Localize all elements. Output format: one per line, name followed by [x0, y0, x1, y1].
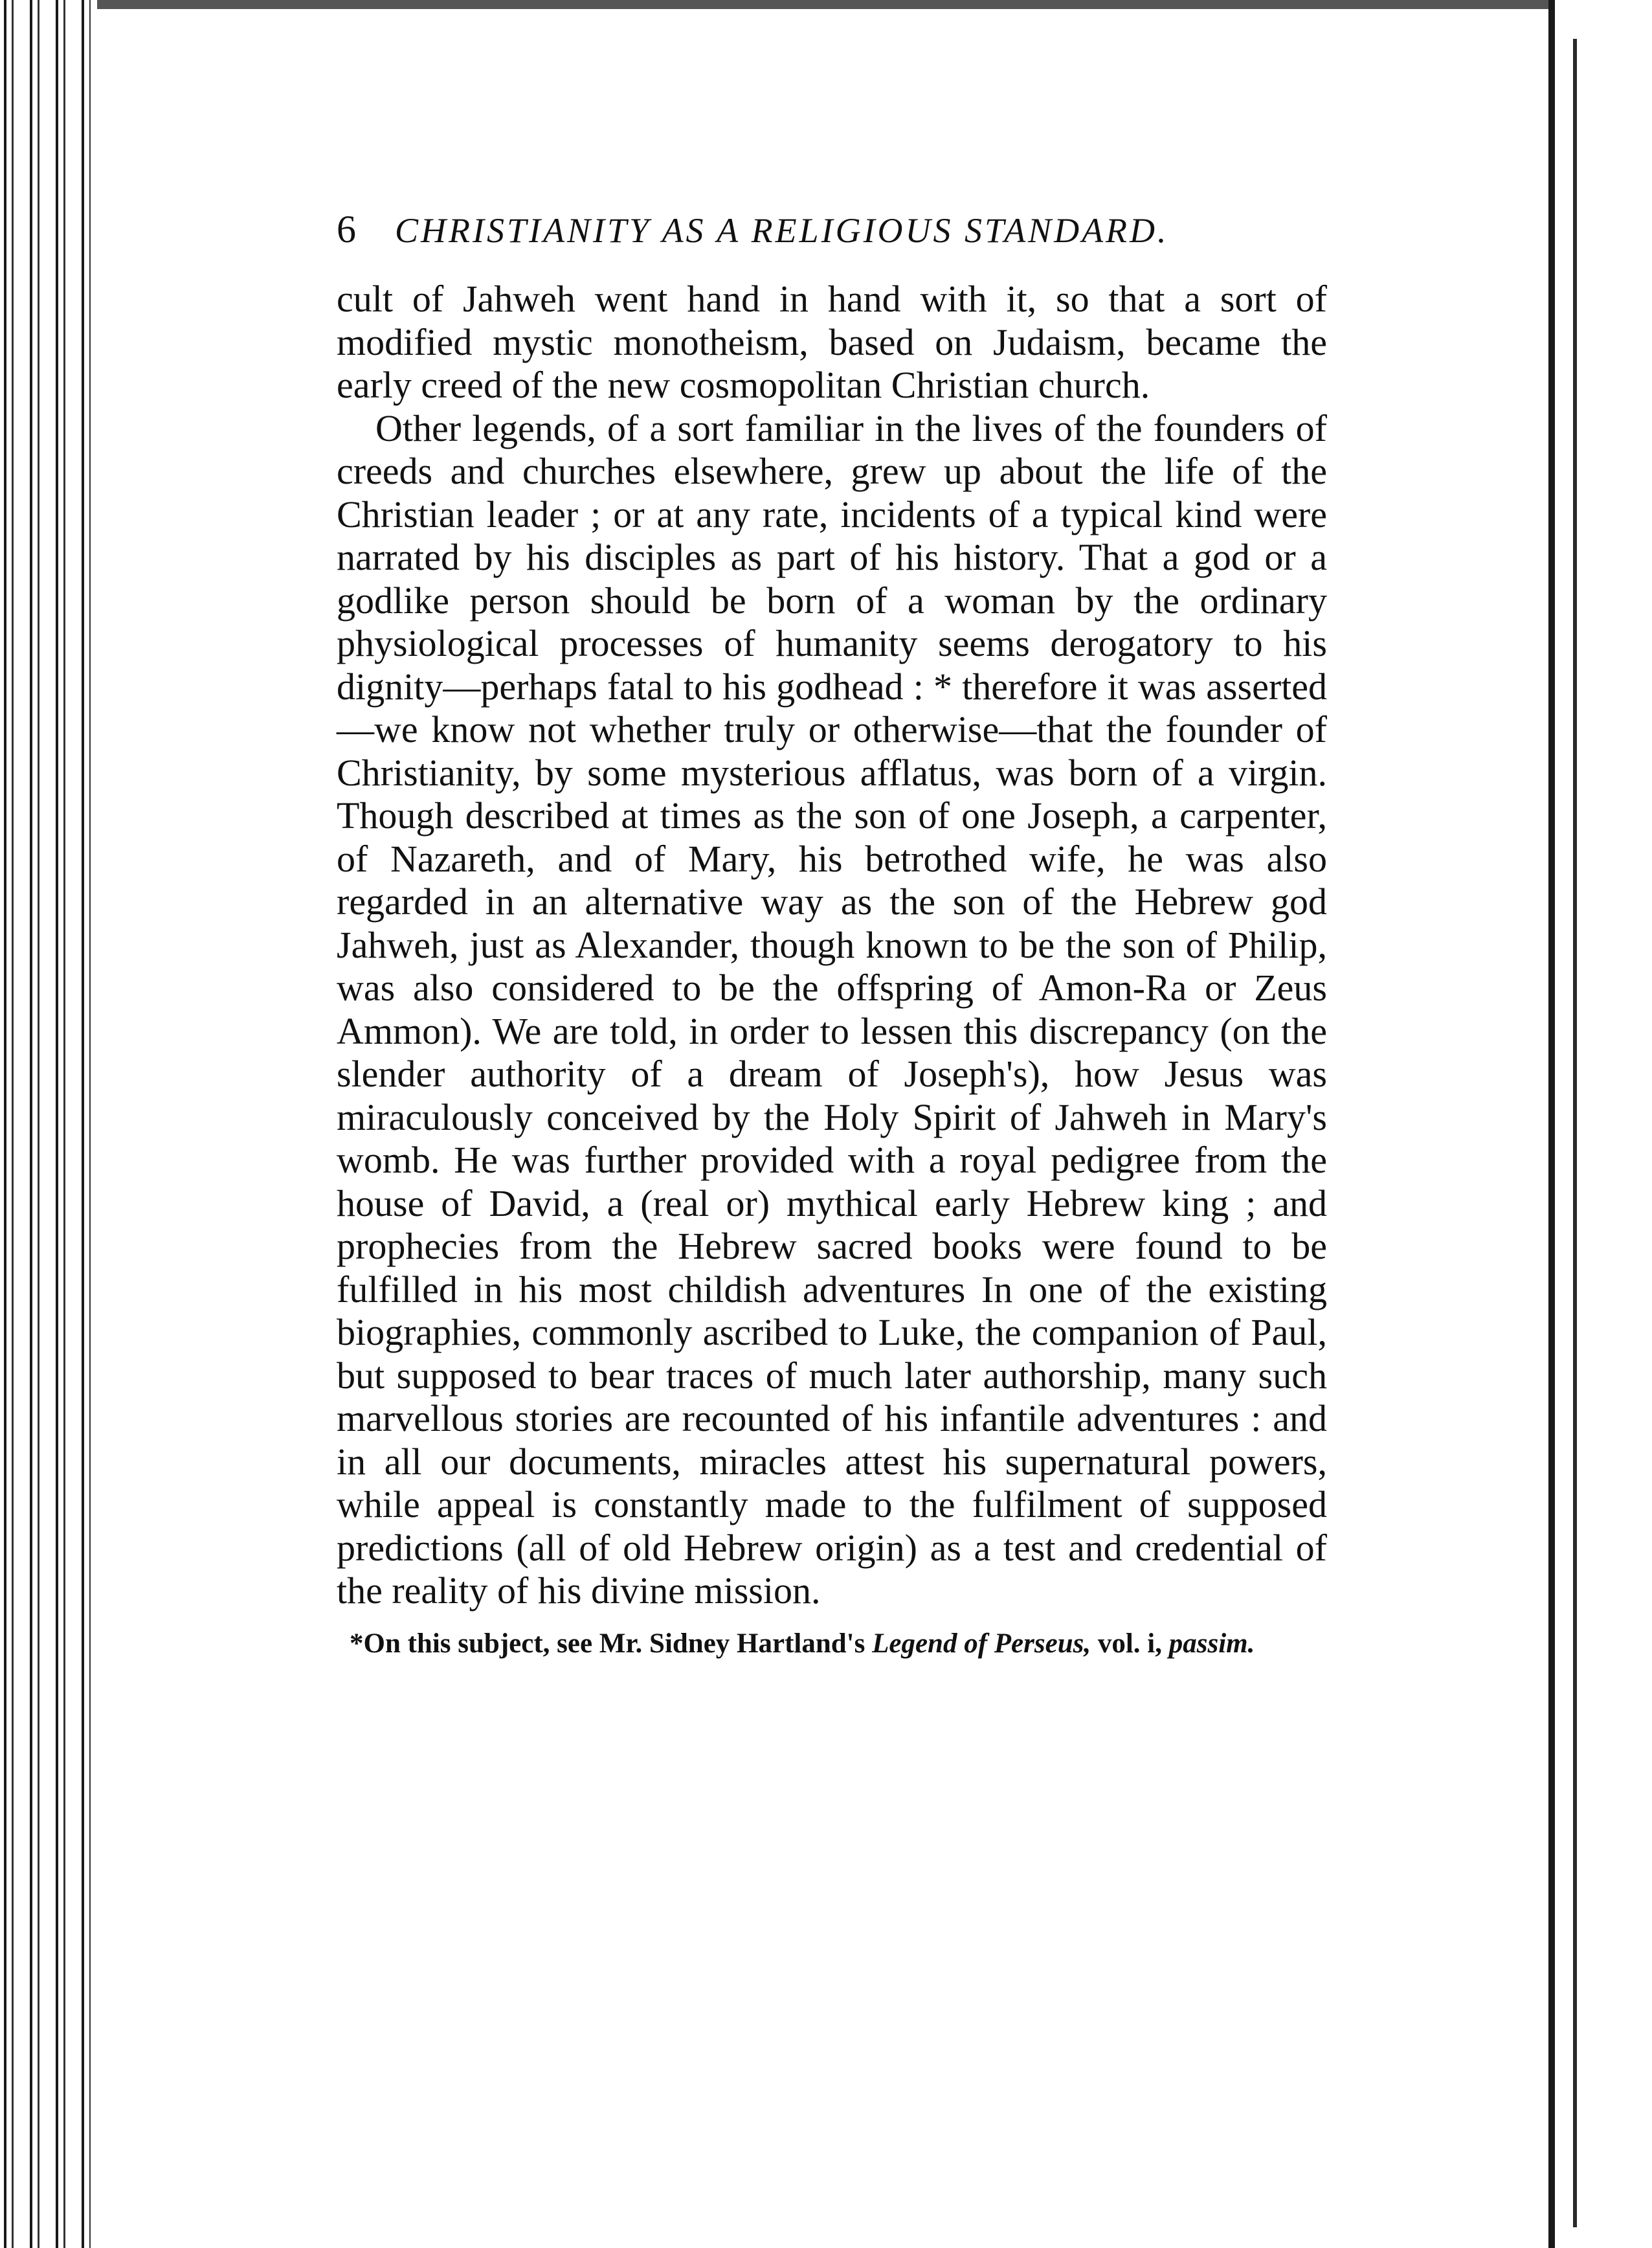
footnote-text: On this subject, see Mr. Sidney Hartland's	[363, 1628, 873, 1659]
next-page-edge	[1573, 39, 1577, 2227]
footnote-volume: vol. i,	[1091, 1628, 1169, 1659]
footnote	[337, 1626, 1327, 1662]
footnote-book-title: Legend of Perseus,	[872, 1628, 1091, 1659]
book-page	[337, 207, 1327, 1662]
page-right-edge	[1548, 0, 1555, 2248]
running-title: CHRISTIANITY AS A RELIGIOUS STANDARD.	[395, 211, 1169, 250]
paragraph: cult of Jahweh went hand in hand with it, so that a sort of modified mystic monotheism, based on Judaism, became the early creed of the new cosmopolitan Christian church.	[337, 278, 1327, 406]
footnote-marker: *	[350, 1628, 364, 1659]
running-header	[337, 207, 1327, 252]
page-number: 6	[337, 208, 356, 251]
page-top-edge	[97, 0, 1554, 9]
footnote-passim: passim.	[1168, 1628, 1255, 1659]
paragraph: Other legends, of a sort familiar in the lives of the founders of creeds and churches elsewhere, grew up about the life of the Christian leader ; or at any rate, incidents of a typical kind were narrated by his disciples as part of his history. That a god or a godlike person should be born of a woman by the ordinary physiological processes of humanity seems derogatory to his dignity—perhaps fatal to his godhead : * therefore it was asserted—we know not whether truly or otherwise—that the founder of Christianity, by some mysterious afflatus, was born of a virgin. Though described at times as the son of one Joseph, a carpenter, of Nazareth, and of Mary, his betrothed wife, he was also regarded in an alternative way as the son of the Hebrew god Jahweh, just as Alexander, though known to be the son of Philip, was also considered to be the offspring of Amon-Ra or Zeus Ammon). We are told, in order to lessen this discrepancy (on the slender authority of a dream of Joseph's), how Jesus was miraculously conceived by the Holy Spirit of Jahweh in Mary's womb. He was further provided with a royal pedigree from the house of David, a (real or) mythical early Hebrew king ; and prophecies from the Hebrew sacred books were found to be fulfilled in his most childish adventures In one of the existing biographies, commonly ascribed to Luke, the companion of Paul, but supposed to bear traces of much later authorship, many such marvellous stories are recounted of his infantile adventures : and in all our documents, miracles attest his supernatural powers, while appeal is constantly made to the fulfilment of supposed predictions (all of old Hebrew origin) as a test and credential of the reality of his divine mission.	[337, 407, 1327, 1612]
gutter-margin	[91, 0, 129, 2248]
body-text	[337, 278, 1327, 1613]
